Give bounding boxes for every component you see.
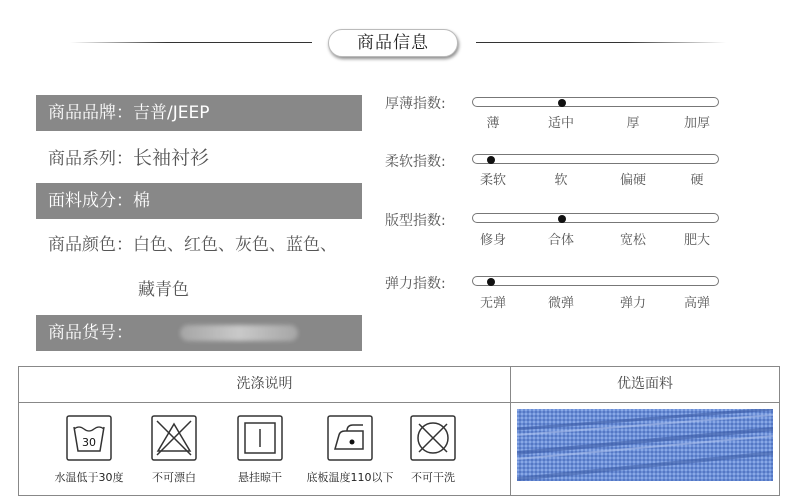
info-row-color-cont bbox=[36, 272, 362, 308]
slider-tick: 厚 bbox=[626, 116, 640, 131]
no-bleach-icon bbox=[151, 415, 197, 461]
slider-tick: 加厚 bbox=[683, 116, 711, 131]
slider-marker bbox=[558, 215, 566, 223]
slider-tick: 微弹 bbox=[547, 296, 575, 311]
header-divider-right bbox=[476, 42, 726, 43]
slider-track-thickness bbox=[472, 97, 719, 107]
info-value: 吉普/JEEP bbox=[133, 103, 210, 123]
slider-marker bbox=[558, 99, 566, 107]
care-label: 底板温度110以下 bbox=[306, 471, 394, 484]
info-label: 商品颜色： bbox=[48, 235, 133, 255]
slider-tick: 高弹 bbox=[683, 296, 711, 311]
care-label: 悬挂晾干 bbox=[238, 471, 282, 484]
slider-tick: 合体 bbox=[547, 233, 575, 248]
table-divider bbox=[19, 402, 779, 403]
slider-label-fit: 版型指数: bbox=[385, 213, 446, 229]
care-label: 不可漂白 bbox=[152, 471, 196, 484]
slider-tick: 软 bbox=[554, 173, 568, 188]
slider-label-softness: 柔软指数: bbox=[385, 154, 446, 170]
care-item-iron bbox=[306, 415, 394, 484]
slider-tick: 宽松 bbox=[619, 233, 647, 248]
info-row-sku bbox=[36, 315, 362, 351]
care-item-bleach bbox=[143, 415, 205, 484]
wash-header: 洗涤说明 bbox=[236, 376, 293, 392]
info-label: 商品货号： bbox=[48, 323, 133, 343]
slider-tick: 肥大 bbox=[683, 233, 711, 248]
redacted-sku bbox=[180, 325, 298, 341]
info-value: 棉 bbox=[133, 191, 150, 211]
info-label: 商品品牌： bbox=[48, 103, 133, 123]
slider-tick: 修身 bbox=[479, 233, 507, 248]
info-value: 藏青色 bbox=[138, 280, 189, 300]
slider-tick: 偏硬 bbox=[619, 173, 647, 188]
care-item-wash bbox=[54, 415, 124, 484]
slider-tick: 硬 bbox=[690, 173, 704, 188]
care-table bbox=[18, 366, 780, 496]
slider-tick: 薄 bbox=[486, 116, 500, 131]
info-row-brand bbox=[36, 95, 362, 131]
hang-dry-icon bbox=[237, 415, 283, 461]
slider-label-thickness: 厚薄指数: bbox=[385, 96, 446, 112]
info-row-material bbox=[36, 183, 362, 219]
care-label: 水温低于30度 bbox=[54, 471, 124, 484]
info-row-series bbox=[36, 140, 362, 176]
slider-tick: 适中 bbox=[547, 116, 575, 131]
slider-track-softness bbox=[472, 154, 719, 164]
header-divider-left bbox=[70, 42, 312, 43]
wash-30-icon bbox=[66, 415, 112, 461]
info-row-color bbox=[36, 227, 376, 263]
info-label: 商品系列： bbox=[48, 149, 133, 169]
slider-marker bbox=[487, 278, 495, 286]
info-value: 白色、红色、灰色、蓝色、 bbox=[133, 235, 337, 255]
slider-tick: 柔软 bbox=[479, 173, 507, 188]
care-label: 不可干洗 bbox=[411, 471, 455, 484]
slider-track-fit bbox=[472, 213, 719, 223]
info-value: 长袖衬衫 bbox=[133, 147, 210, 169]
info-label: 面料成分： bbox=[48, 191, 133, 211]
no-dry-clean-icon bbox=[410, 415, 456, 461]
slider-track-elasticity bbox=[472, 276, 719, 286]
care-item-hang bbox=[229, 415, 291, 484]
care-item-dryclean bbox=[402, 415, 464, 484]
slider-marker bbox=[487, 156, 495, 164]
iron-110-icon bbox=[327, 415, 373, 461]
section-title: 商品信息 bbox=[328, 29, 458, 57]
slider-tick: 弹力 bbox=[619, 296, 647, 311]
fabric-swatch-image bbox=[517, 409, 773, 481]
wash-temp-text: 30 bbox=[82, 436, 96, 449]
fabric-header: 优选面料 bbox=[617, 376, 673, 392]
slider-tick: 无弹 bbox=[479, 296, 507, 311]
slider-label-elasticity: 弹力指数: bbox=[385, 276, 446, 292]
